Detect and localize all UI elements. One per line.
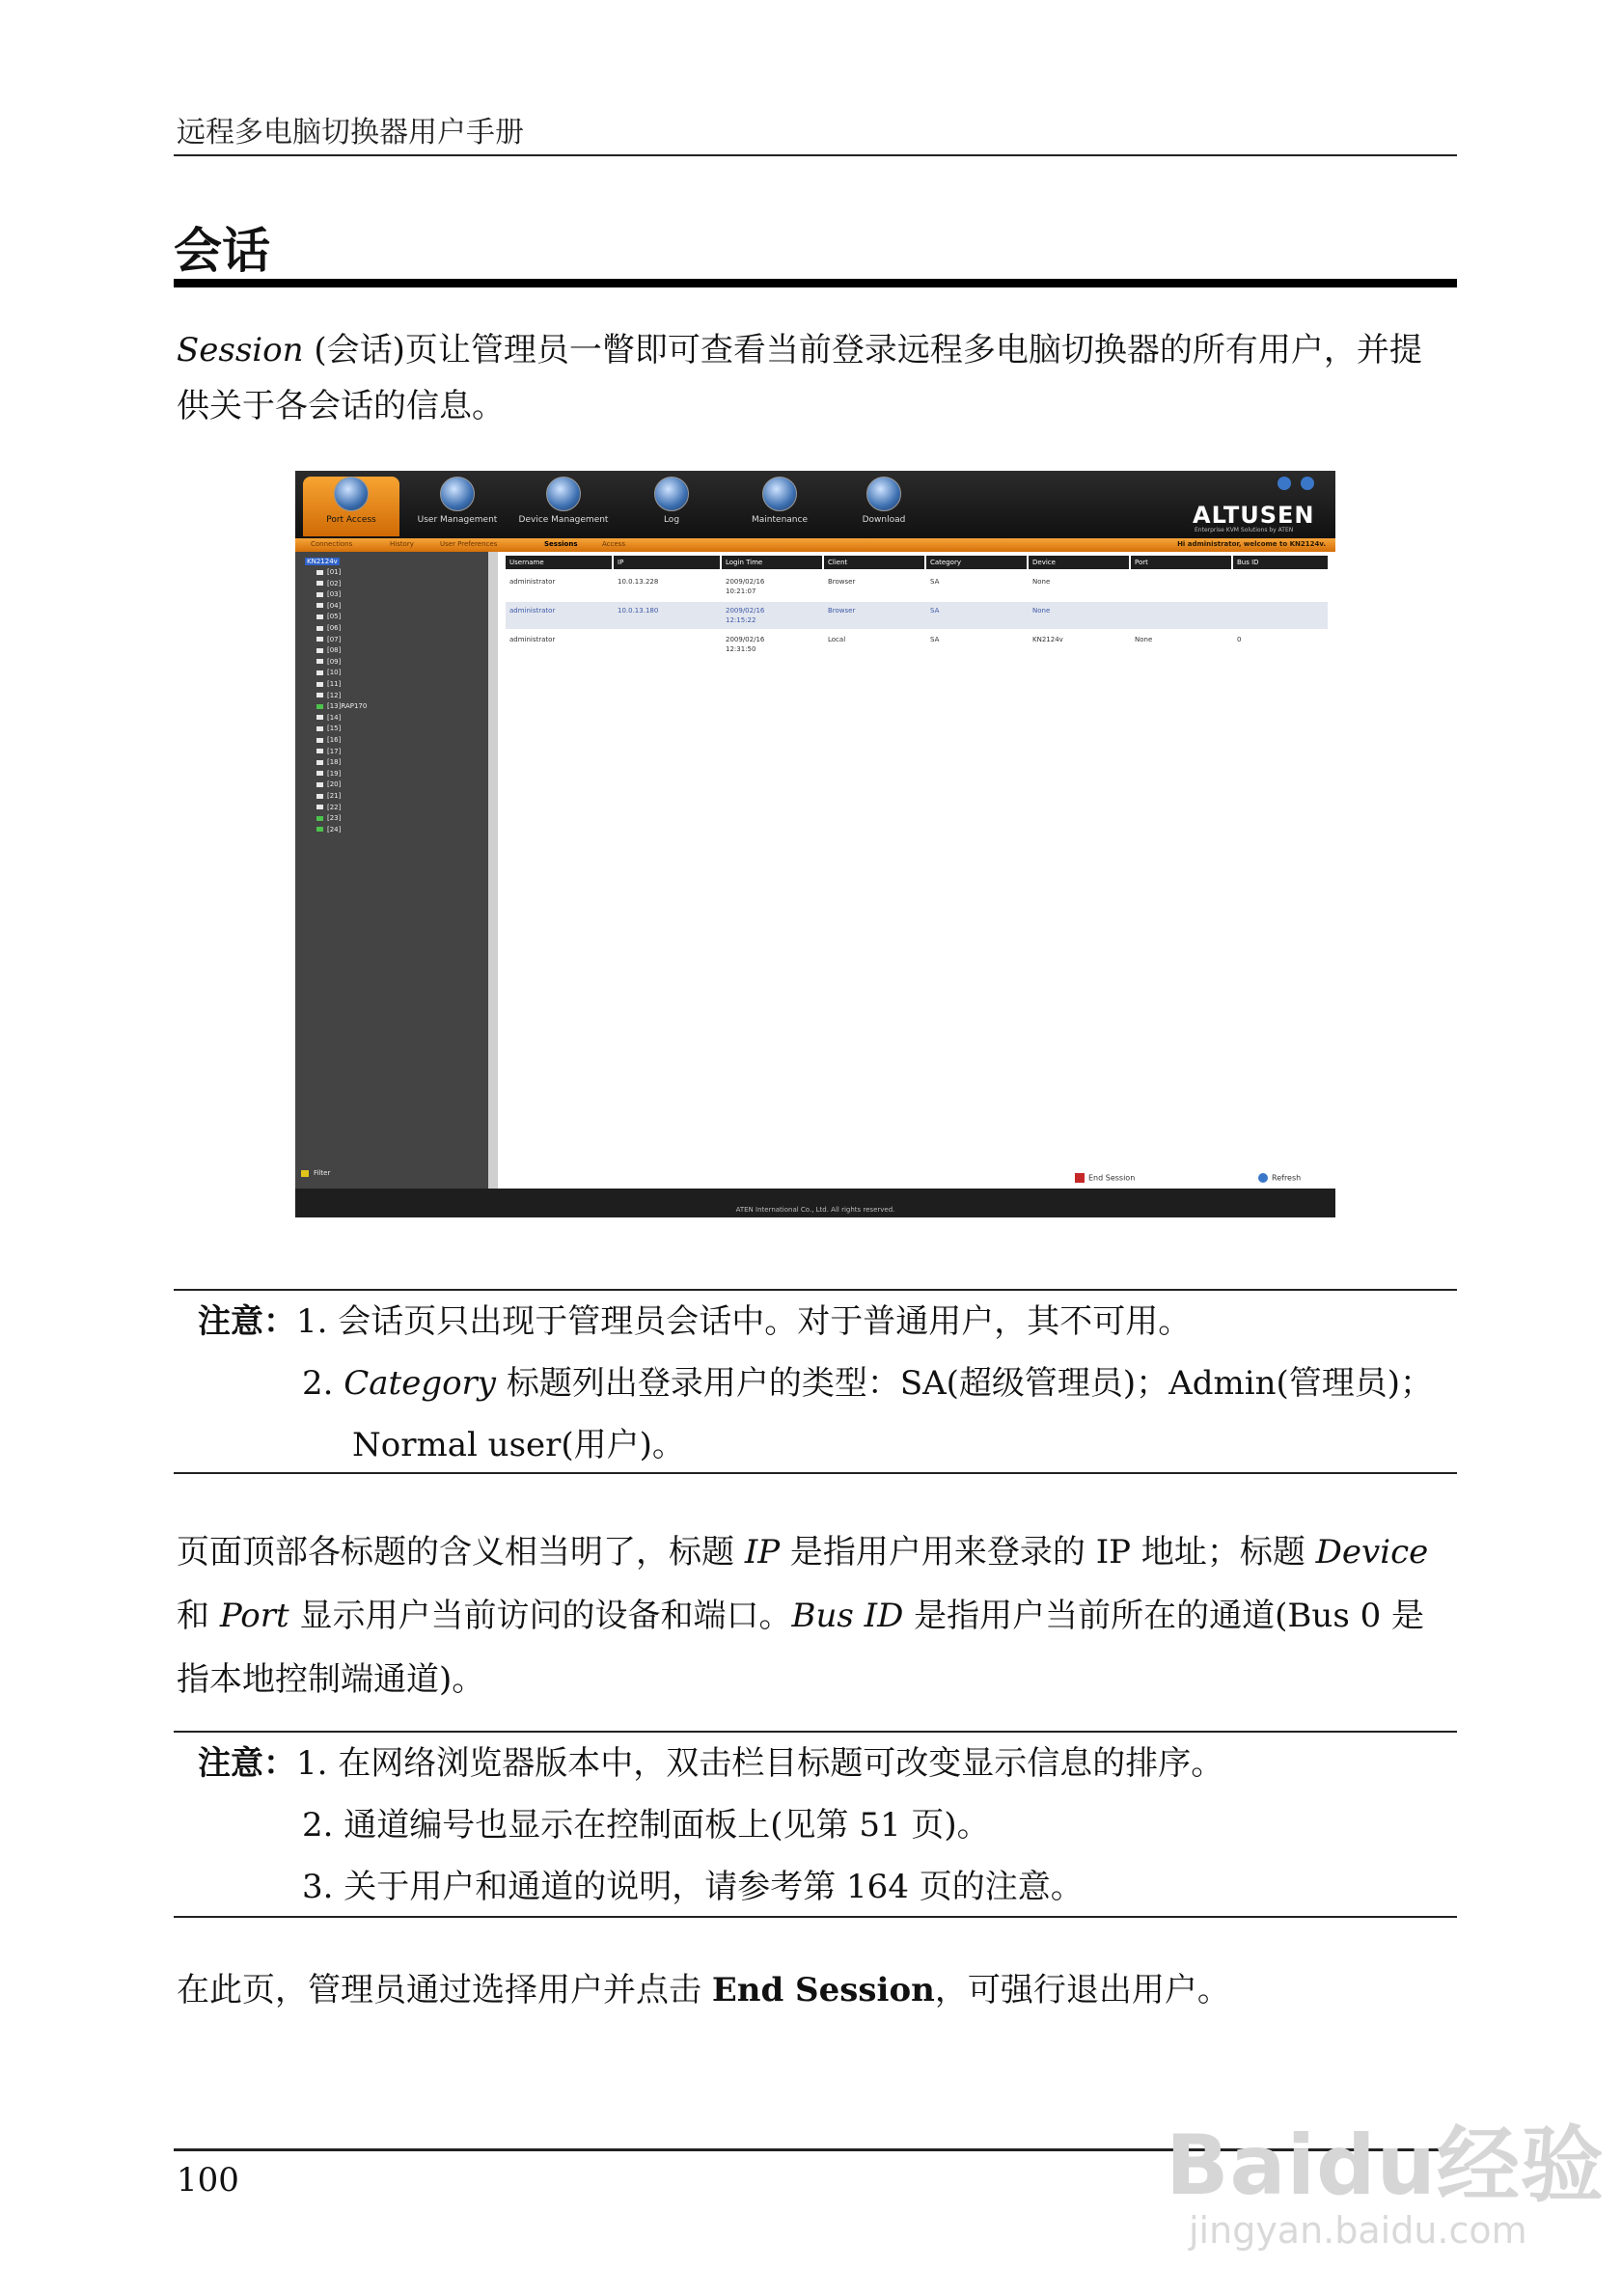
table-cell: 2009/02/16 12:31:50 (726, 636, 765, 653)
port-item[interactable]: [02] (316, 580, 341, 588)
note1-item1: 1. 会话页只出现于管理员会话中。对于普通用户，其不可用。 (296, 1302, 1192, 1341)
table-cell: Browser (828, 578, 856, 586)
port-icon (316, 760, 323, 765)
note1-line3: Normal user(用户)。 (352, 1426, 685, 1464)
port-icon (316, 805, 323, 809)
table-cell: 10.0.13.228 (618, 578, 659, 586)
running-header: 远程多电脑切换器用户手册 (177, 116, 524, 150)
port-item[interactable]: [11] (316, 680, 341, 688)
tree-root-device[interactable]: KN2124v (307, 558, 338, 565)
port-item[interactable]: [23] (316, 814, 341, 822)
port-item[interactable]: [12] (316, 692, 341, 699)
port-item[interactable]: [17] (316, 748, 341, 755)
port-item[interactable]: [08] (316, 646, 341, 654)
column-login-time[interactable]: Login Time (722, 556, 822, 569)
port-item[interactable]: [24] (316, 826, 341, 834)
nav-tab-download[interactable]: Download (836, 477, 932, 536)
port-item[interactable]: [21] (316, 792, 341, 800)
column-client[interactable]: Client (824, 556, 924, 569)
user-management-icon (440, 477, 475, 511)
logo-subtitle: Enterprise KVM Solutions by ATEN (1195, 527, 1294, 533)
port-item[interactable]: [03] (316, 590, 341, 598)
note2-item3: 3. 关于用户和通道的说明，请参考第 164 页的注意。 (302, 1868, 1084, 1906)
device-term: Device (1315, 1533, 1429, 1572)
port-icon (316, 782, 323, 787)
port-icon (316, 738, 323, 743)
port-item[interactable]: [04] (316, 602, 341, 610)
filter-button[interactable]: Filter (301, 1169, 330, 1177)
table-cell: 0 (1237, 636, 1242, 643)
port-icon (316, 626, 323, 631)
subtab-sessions[interactable]: Sessions (544, 540, 578, 548)
bus-id-term: Bus ID (791, 1597, 904, 1635)
sessions-table-area (498, 552, 1335, 1189)
port-icon (316, 581, 323, 586)
port-item[interactable]: [18] (316, 758, 341, 766)
filter-icon (301, 1170, 309, 1177)
help-icon[interactable] (1278, 477, 1291, 490)
port-icon (316, 570, 323, 575)
port-item[interactable]: [10] (316, 669, 341, 676)
note2-item1: 1. 在网络浏览器版本中，双击栏目标题可改变显示信息的排序。 (296, 1744, 1224, 1783)
table-row[interactable] (506, 631, 1328, 658)
baidu-watermark-url: jingyan.baidu.com (1189, 2209, 1527, 2252)
column-device[interactable]: Device (1029, 556, 1129, 569)
port-item[interactable]: [07] (316, 636, 341, 643)
subtab-connections[interactable]: Connections (311, 540, 353, 548)
intro-text-a: (会话)页让管理员一瞥即可查看当前登录远程多电脑切换器的所有用户，并提 (303, 331, 1422, 369)
category-term: Category (343, 1364, 497, 1403)
page-number: 100 (177, 2161, 239, 2200)
port-item[interactable]: [15] (316, 724, 341, 732)
port-item[interactable]: [06] (316, 624, 341, 632)
end-session-icon (1075, 1173, 1085, 1183)
table-cell: Browser (828, 607, 856, 615)
table-cell: KN2124v (1032, 636, 1063, 643)
refresh-icon (1258, 1173, 1268, 1183)
port-item[interactable]: [14] (316, 714, 341, 722)
port-item[interactable]: [09] (316, 658, 341, 666)
intro-text-b: 供关于各会话的信息。 (177, 387, 505, 425)
port-item[interactable]: [05] (316, 613, 341, 620)
section-title: 会话 (174, 222, 270, 279)
note1-bottom-rule (174, 1472, 1457, 1474)
end-session-button[interactable]: End Session (1075, 1173, 1135, 1183)
port-icon (316, 648, 323, 653)
table-cell: SA (930, 636, 940, 643)
table-cell: administrator (509, 636, 556, 643)
port-icon (316, 603, 323, 608)
download-icon (866, 477, 901, 511)
table-row[interactable] (506, 573, 1328, 600)
logout-icon[interactable] (1301, 477, 1314, 490)
port-access-icon (334, 477, 369, 511)
table-row[interactable] (506, 602, 1328, 629)
port-icon (316, 615, 323, 619)
note2-bottom-rule (174, 1916, 1457, 1918)
headings-paragraph: 页面顶部各标题的含义相当明了，标题 IP 是指用户用来登录的 IP 地址；标题 Device 和 Port 显示用户当前访问的设备和端口。Bus ID 是指用户当前所在的通道(Bus 0 是 指本地控制端通道)。 (177, 1533, 1429, 1699)
nav-tab-log[interactable]: Log (623, 477, 720, 536)
port-icon (316, 670, 323, 675)
refresh-button[interactable]: Refresh (1258, 1173, 1301, 1183)
note2-label: 注意： (198, 1744, 296, 1783)
title-rule (174, 279, 1457, 287)
ip-term: IP (744, 1533, 781, 1572)
sidebar-scrollbar[interactable] (488, 552, 498, 1189)
baidu-watermark: Baidu经验 (1166, 2118, 1605, 2214)
port-item[interactable]: [22] (316, 804, 341, 811)
port-item[interactable]: [19] (316, 770, 341, 778)
log-icon (654, 477, 689, 511)
port-icon (316, 693, 323, 697)
port-icon (316, 816, 323, 821)
maintenance-icon (762, 477, 797, 511)
nav-tab-device-management[interactable]: Device Management (515, 477, 612, 536)
column-category[interactable]: Category (926, 556, 1027, 569)
note1 (198, 1291, 1452, 1476)
port-item[interactable]: [01] (316, 568, 341, 576)
sub-nav-bar (295, 538, 1335, 552)
port-term: Port (219, 1597, 289, 1635)
session-page-screenshot (295, 471, 1335, 1217)
subtab-access[interactable]: Access (602, 540, 625, 548)
nav-tab-maintenance[interactable]: Maintenance (731, 477, 828, 536)
column-ip[interactable]: IP (614, 556, 720, 569)
port-icon (316, 749, 323, 753)
table-cell: administrator (509, 578, 556, 586)
note2 (198, 1733, 1452, 1918)
device-management-icon (546, 477, 581, 511)
note2-item2: 2. 通道编号也显示在控制面板上(见第 51 页)。 (302, 1806, 990, 1845)
table-cell: administrator (509, 607, 556, 615)
session-term: Session (177, 331, 304, 369)
intro-paragraph (177, 322, 1460, 434)
port-icon (316, 704, 323, 709)
welcome-message: Hi administrator, welcome to KN2124v. (1177, 540, 1326, 548)
note1-label: 注意： (198, 1302, 296, 1341)
header-rule (174, 154, 1457, 156)
table-cell: SA (930, 607, 940, 615)
table-cell: None (1135, 636, 1153, 643)
note1-line2: 2. Category 标题列出登录用户的类型：SA(超级管理员)；Admin(管理员)； (302, 1364, 1434, 1403)
port-icon (316, 827, 323, 832)
port-icon (316, 592, 323, 597)
altusen-logo: ALTUSEN (1193, 502, 1315, 529)
table-cell: None (1032, 578, 1051, 586)
port-item[interactable]: [13]RAP170 (316, 702, 367, 710)
port-icon (316, 726, 323, 731)
table-cell: 2009/02/16 12:15:22 (726, 607, 765, 624)
subtab-history[interactable]: History (390, 540, 414, 548)
port-icon (316, 771, 323, 776)
top-nav-bar (295, 471, 1335, 538)
table-cell: 10.0.13.180 (618, 607, 659, 615)
nav-tab-port-access[interactable]: Port Access (303, 477, 399, 536)
port-icon (316, 637, 323, 642)
table-cell: 2009/02/16 10:21:07 (726, 578, 765, 595)
end-session-term: End Session (711, 1971, 935, 2009)
port-icon (316, 682, 323, 687)
column-username[interactable]: Username (506, 556, 612, 569)
port-icon (316, 794, 323, 799)
sessions-table-header (506, 556, 1328, 569)
table-cell: None (1032, 607, 1051, 615)
copyright-text: ATEN International Co., Ltd. All rights reserved. (735, 1206, 895, 1214)
column-bus-id[interactable]: Bus ID (1233, 556, 1328, 569)
port-item[interactable]: [20] (316, 780, 341, 788)
port-item[interactable]: [16] (316, 736, 341, 744)
port-icon (316, 659, 323, 664)
table-cell: SA (930, 578, 940, 586)
end-session-paragraph: 在此页，管理员通过选择用户并点击 End Session，可强行退出用户。 (177, 1971, 1230, 2009)
nav-tab-user-management[interactable]: User Management (409, 477, 506, 536)
note1-line1 (198, 1291, 1452, 1353)
port-icon (316, 715, 323, 720)
table-cell: Local (828, 636, 846, 643)
column-port[interactable]: Port (1131, 556, 1231, 569)
subtab-user-preferences[interactable]: User Preferences (440, 540, 498, 548)
